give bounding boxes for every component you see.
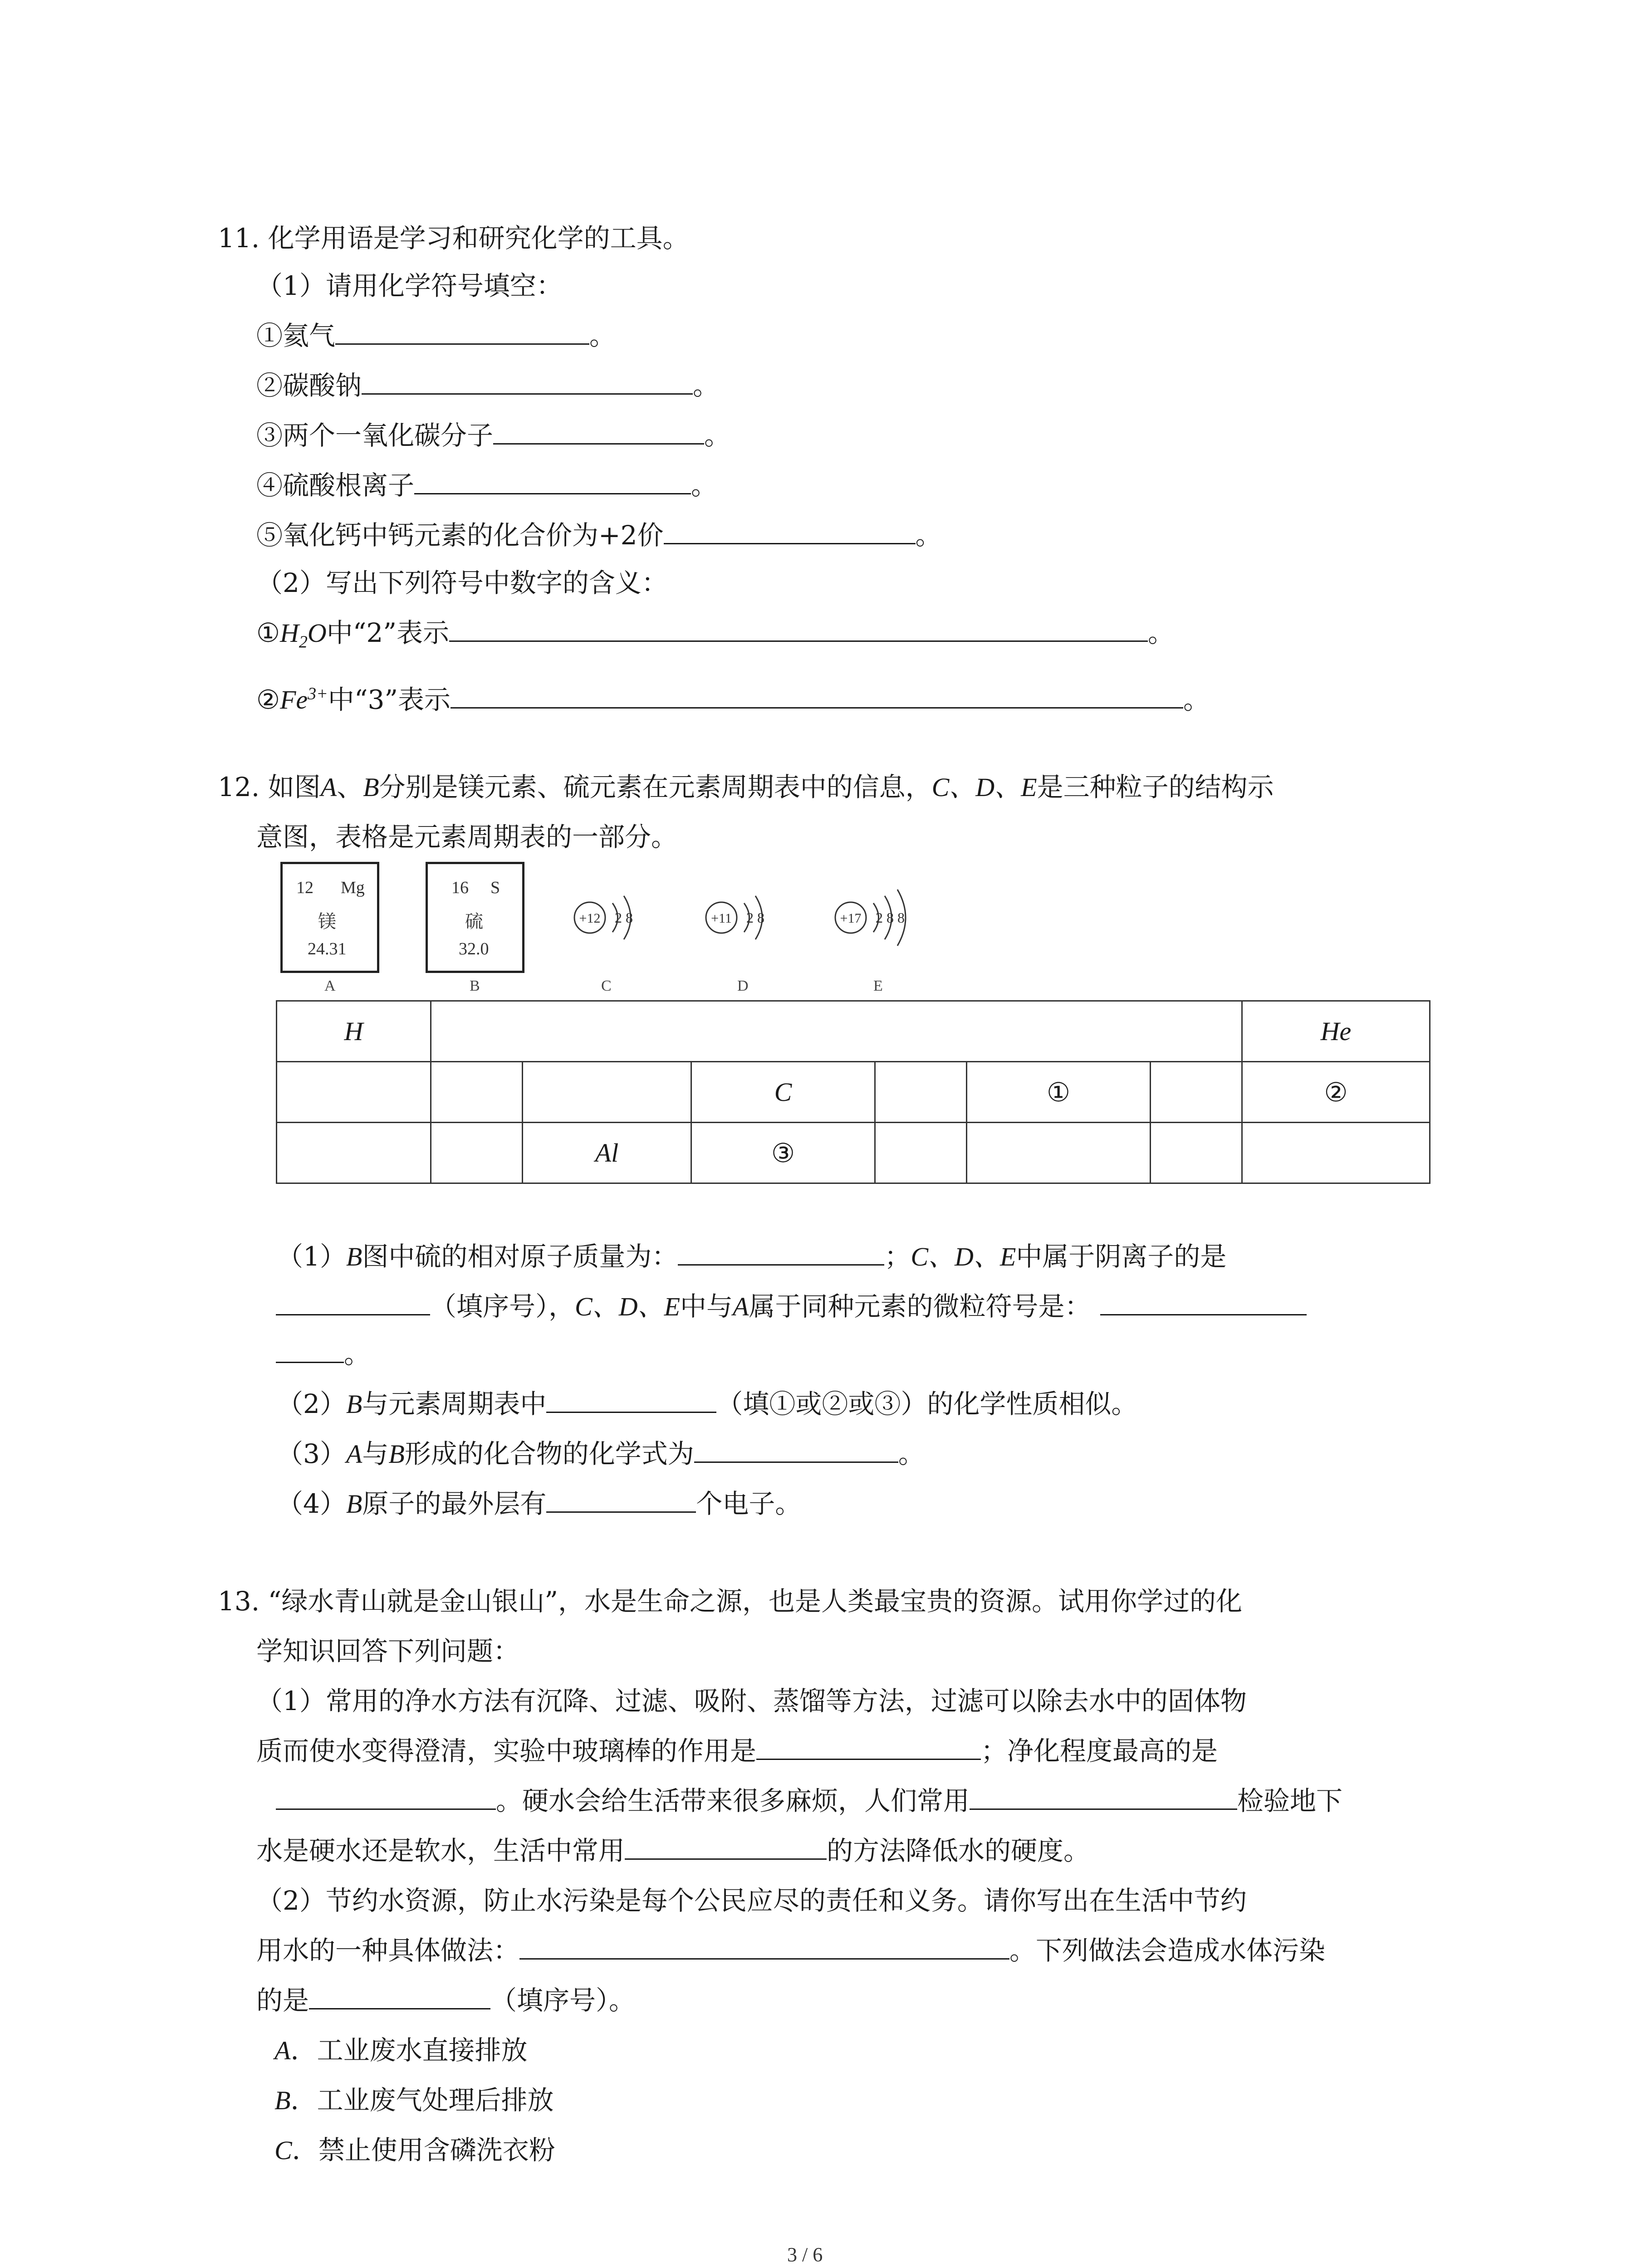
atom-diagram-c <box>569 878 669 957</box>
q11-item3: ③两个一氧化碳分子 。 <box>256 420 731 451</box>
cell-empty-span <box>431 1001 1242 1062</box>
cell-empty <box>1242 1123 1430 1183</box>
q11-item5: ⑤氧化钙中钙元素的化合价为+2价 。 <box>256 520 942 551</box>
cell-empty <box>875 1062 967 1123</box>
answer-blank[interactable] <box>449 617 1148 642</box>
q11-meaning1: $①H_2O$中“2”表示 。 <box>256 617 1175 652</box>
q12-sub1-line2: （填序号），C、D、E中与A属于同种元素的微粒符号是： <box>276 1290 1307 1322</box>
nucleus-charge: +11 <box>711 911 732 926</box>
q12-sub1-line3: 。 <box>276 1338 370 1370</box>
answer-blank[interactable] <box>756 1735 981 1760</box>
q11-part2: （2）写出下列符号中数字的含义： <box>256 567 668 598</box>
cell-he: He <box>1242 1001 1430 1062</box>
answer-blank[interactable] <box>678 1241 884 1266</box>
caption-a: A <box>324 978 336 994</box>
caption-c: C <box>601 978 612 994</box>
cell-empty <box>277 1062 431 1123</box>
shell-electrons: 2 8 <box>746 909 764 926</box>
answer-blank[interactable] <box>625 1835 827 1860</box>
nucleus-charge: +17 <box>840 911 862 926</box>
q11-item2: ②碳酸钠 。 <box>256 370 720 401</box>
q13-line5: 。硬水会给生活带来很多麻烦，人们常用 检验地下 <box>276 1785 1342 1817</box>
nucleus-charge: +12 <box>579 911 601 926</box>
cell-marker-1: ① <box>967 1062 1151 1123</box>
answer-blank[interactable] <box>546 1388 716 1413</box>
cell-empty <box>277 1123 431 1183</box>
answer-blank[interactable] <box>451 684 1183 709</box>
cell-empty <box>1151 1123 1242 1183</box>
cell-c: C <box>691 1062 875 1123</box>
answer-blank[interactable] <box>276 1785 496 1810</box>
answer-blank[interactable] <box>970 1785 1237 1810</box>
q13-option-c[interactable]: C．禁止使用含磷洗衣粉 <box>274 2135 555 2165</box>
q11-meaning2: $②Fe^{3+}$中“3”表示 。 <box>256 684 1210 715</box>
q12-sub1-line1: （1）B图中硫的相对原子质量为： ；C、D、E中属于阴离子的是 <box>277 1241 1227 1272</box>
cell-marker-2: ② <box>1242 1062 1430 1123</box>
cell-empty <box>1151 1062 1242 1123</box>
q13-line7: （2）节约水资源，防止水污染是每个公民应尽的责任和义务。请你写出在生活中节约 <box>256 1885 1247 1916</box>
q11-stem: 11. 化学用语是学习和研究化学的工具。 <box>218 223 689 254</box>
q11-item4: ④硫酸根离子 。 <box>256 470 718 501</box>
answer-blank[interactable] <box>362 370 693 395</box>
answer-blank[interactable] <box>546 1488 696 1513</box>
q12-sub3: （3）A与B形成的化合物的化学式为 。 <box>277 1438 925 1469</box>
answer-blank[interactable] <box>335 320 589 345</box>
q13-line8: 用水的一种具体做法： 。下列做法会造成水体污染 <box>256 1935 1326 1966</box>
q13-line2: 学知识回答下列问题： <box>256 1636 520 1667</box>
answer-blank[interactable] <box>276 1338 344 1363</box>
q13-line1: 13. “绿水青山就是金山银山”，水是生命之源，也是人类最宝贵的资源。试用你学过的化 <box>218 1586 1242 1617</box>
q12-sub4: （4）B原子的最外层有 个电子。 <box>277 1488 802 1519</box>
answer-blank[interactable] <box>414 469 691 494</box>
q12-stem-line2: 意图，表格是元素周期表的一部分。 <box>256 821 678 852</box>
answer-blank[interactable] <box>1100 1290 1307 1315</box>
atom-diagram-d <box>701 878 801 957</box>
cell-marker-3: ③ <box>691 1123 875 1183</box>
answer-blank[interactable] <box>694 1438 898 1463</box>
formula-fe3: $Fe^{3+}$ <box>280 684 328 715</box>
shell-electrons: 2 8 <box>615 909 633 926</box>
formula-h2o: $H_2O$ <box>280 618 327 652</box>
caption-e: E <box>873 978 883 994</box>
q13-line9: 的是 （填序号）。 <box>256 1985 636 2016</box>
cell-empty <box>431 1123 523 1183</box>
cell-al: Al <box>523 1123 691 1183</box>
cell-empty <box>875 1123 967 1183</box>
q11-part1: （1）请用化学符号填空： <box>256 270 563 301</box>
atom-diagram-e <box>830 878 948 957</box>
cell-empty <box>523 1062 691 1123</box>
q12-sub2: （2）B与元素周期表中 （填①或②或③）的化学性质相似。 <box>277 1388 1138 1419</box>
answer-blank[interactable] <box>493 420 704 445</box>
q12-stem-line1: 12. 如图A、B分别是镁元素、硫元素在元素周期表中的信息，C、D、E是三种粒子的结构示 <box>218 772 1274 802</box>
answer-blank[interactable] <box>309 1984 490 2009</box>
page-number: 3 / 6 <box>787 2244 823 2266</box>
q13-option-a[interactable]: A．工业废水直接排放 <box>274 2035 528 2066</box>
cell-empty <box>431 1062 523 1123</box>
q11-item1: ①氦气 。 <box>256 320 616 351</box>
q13-line3: （1）常用的净水方法有沉降、过滤、吸附、蒸馏等方法，过滤可以除去水中的固体物 <box>256 1686 1247 1716</box>
answer-blank[interactable] <box>519 1935 1009 1960</box>
q13-line4: 质而使水变得澄清，实验中玻璃棒的作用是 ；净化程度最高的是 <box>256 1735 1218 1766</box>
shell-electrons: 2 8 8 <box>876 909 905 926</box>
element-card-s: 16 S 硫 32.0 <box>426 862 524 973</box>
caption-d: D <box>737 978 749 994</box>
q13-line6: 水是硬水还是软水，生活中常用 的方法降低水的硬度。 <box>256 1835 1090 1866</box>
cell-h: H <box>277 1001 431 1062</box>
element-card-mg: 12 Mg 镁 24.31 <box>280 862 379 973</box>
answer-blank[interactable] <box>276 1290 430 1315</box>
cell-empty <box>967 1123 1151 1183</box>
answer-blank[interactable] <box>664 519 916 544</box>
periodic-table-fragment <box>276 1000 1430 1184</box>
q13-option-b[interactable]: B．工业废气处理后排放 <box>274 2085 554 2116</box>
caption-b: B <box>470 978 480 994</box>
